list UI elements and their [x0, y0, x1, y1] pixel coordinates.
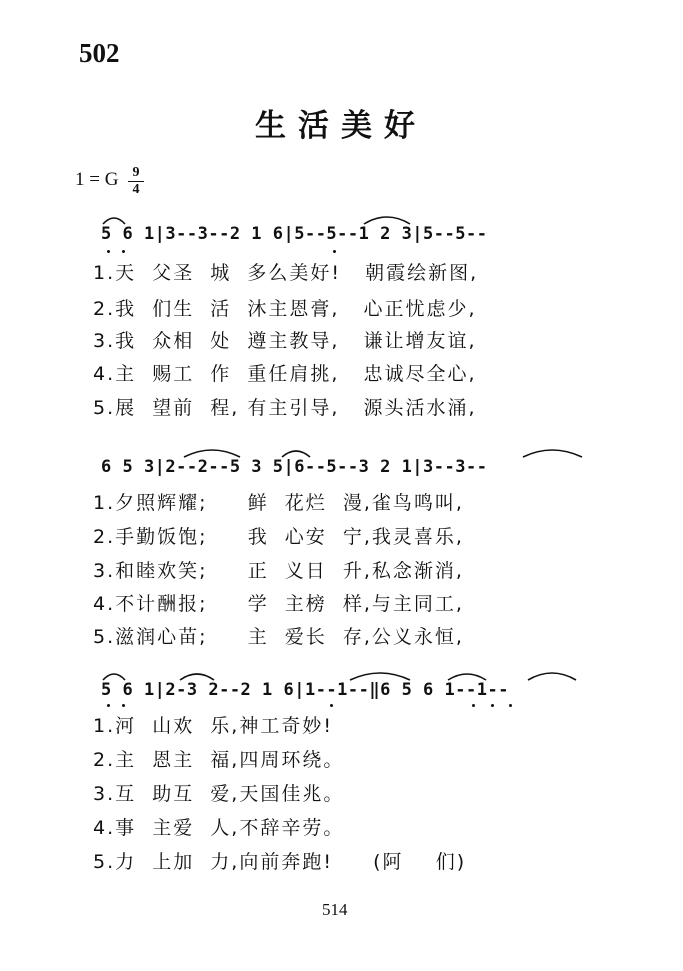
lyric-verse-1: 1.夕照辉耀; 鲜 花烂 漫,雀鸟鸣叫, [93, 492, 464, 514]
lyric-verse-5: 5.滋润心苗; 主 爱长 存,公义永恒, [93, 626, 464, 648]
time-signature-numerator: 9 [128, 166, 144, 182]
hymn-number: 502 [79, 38, 120, 68]
lyric-verse-3: 3.和睦欢笑; 正 义日 升,私念渐消, [93, 560, 464, 582]
lyric-verse-5: 5.展 望前 程, 有主引导, 源头活水涌, [93, 397, 477, 419]
notation-line-1: 5 6 1|3--3--2 1 6|5--5--1 2 3|5--5-- [101, 224, 488, 244]
lyric-verse-2: 2.主 恩主 福,四周环绕。 [93, 749, 345, 771]
time-signature-denominator: 4 [132, 182, 140, 197]
lyric-verse-1: 1.天 父圣 城 多么美好! 朝霞绘新图, [93, 262, 479, 284]
lyric-verse-4: 4.事 主爱 人,不辞辛劳。 [93, 817, 345, 839]
lyric-verse-2: 2.我 们生 活 沐主恩膏, 心正忧虑少, [93, 298, 477, 320]
hymn-title: 生活美好 [255, 108, 427, 144]
lyric-verse-1: 1.河 山欢 乐,神工奇妙! [93, 715, 333, 737]
notation-line-3: 5 6 1|2-3 2--2 1 6|1--1--‖6 5 6 1--1-- [101, 680, 509, 700]
lyric-verse-4: 4.主 赐工 作 重任肩挑, 忠诚尽全心, [93, 363, 477, 385]
lyric-verse-3: 3.我 众相 处 遵主教导, 谦让增友谊, [93, 330, 477, 352]
lyric-verse-2: 2.手勤饭饱; 我 心安 宁,我灵喜乐, [93, 526, 464, 548]
notation-line-2: 6 5 3|2--2--5 3 5|6--5--3 2 1|3--3-- [101, 457, 488, 477]
lyric-verse-5: 5.力 上加 力,向前奔跑! (阿 们) [93, 851, 467, 873]
lyric-verse-4: 4.不计酬报; 学 主榜 样,与主同工, [93, 593, 464, 615]
lyric-verse-3: 3.互 助互 爱,天国佳兆。 [93, 783, 345, 805]
time-signature [128, 166, 144, 197]
key-signature: 1 = G [75, 169, 119, 190]
page-number: 514 [322, 900, 348, 919]
